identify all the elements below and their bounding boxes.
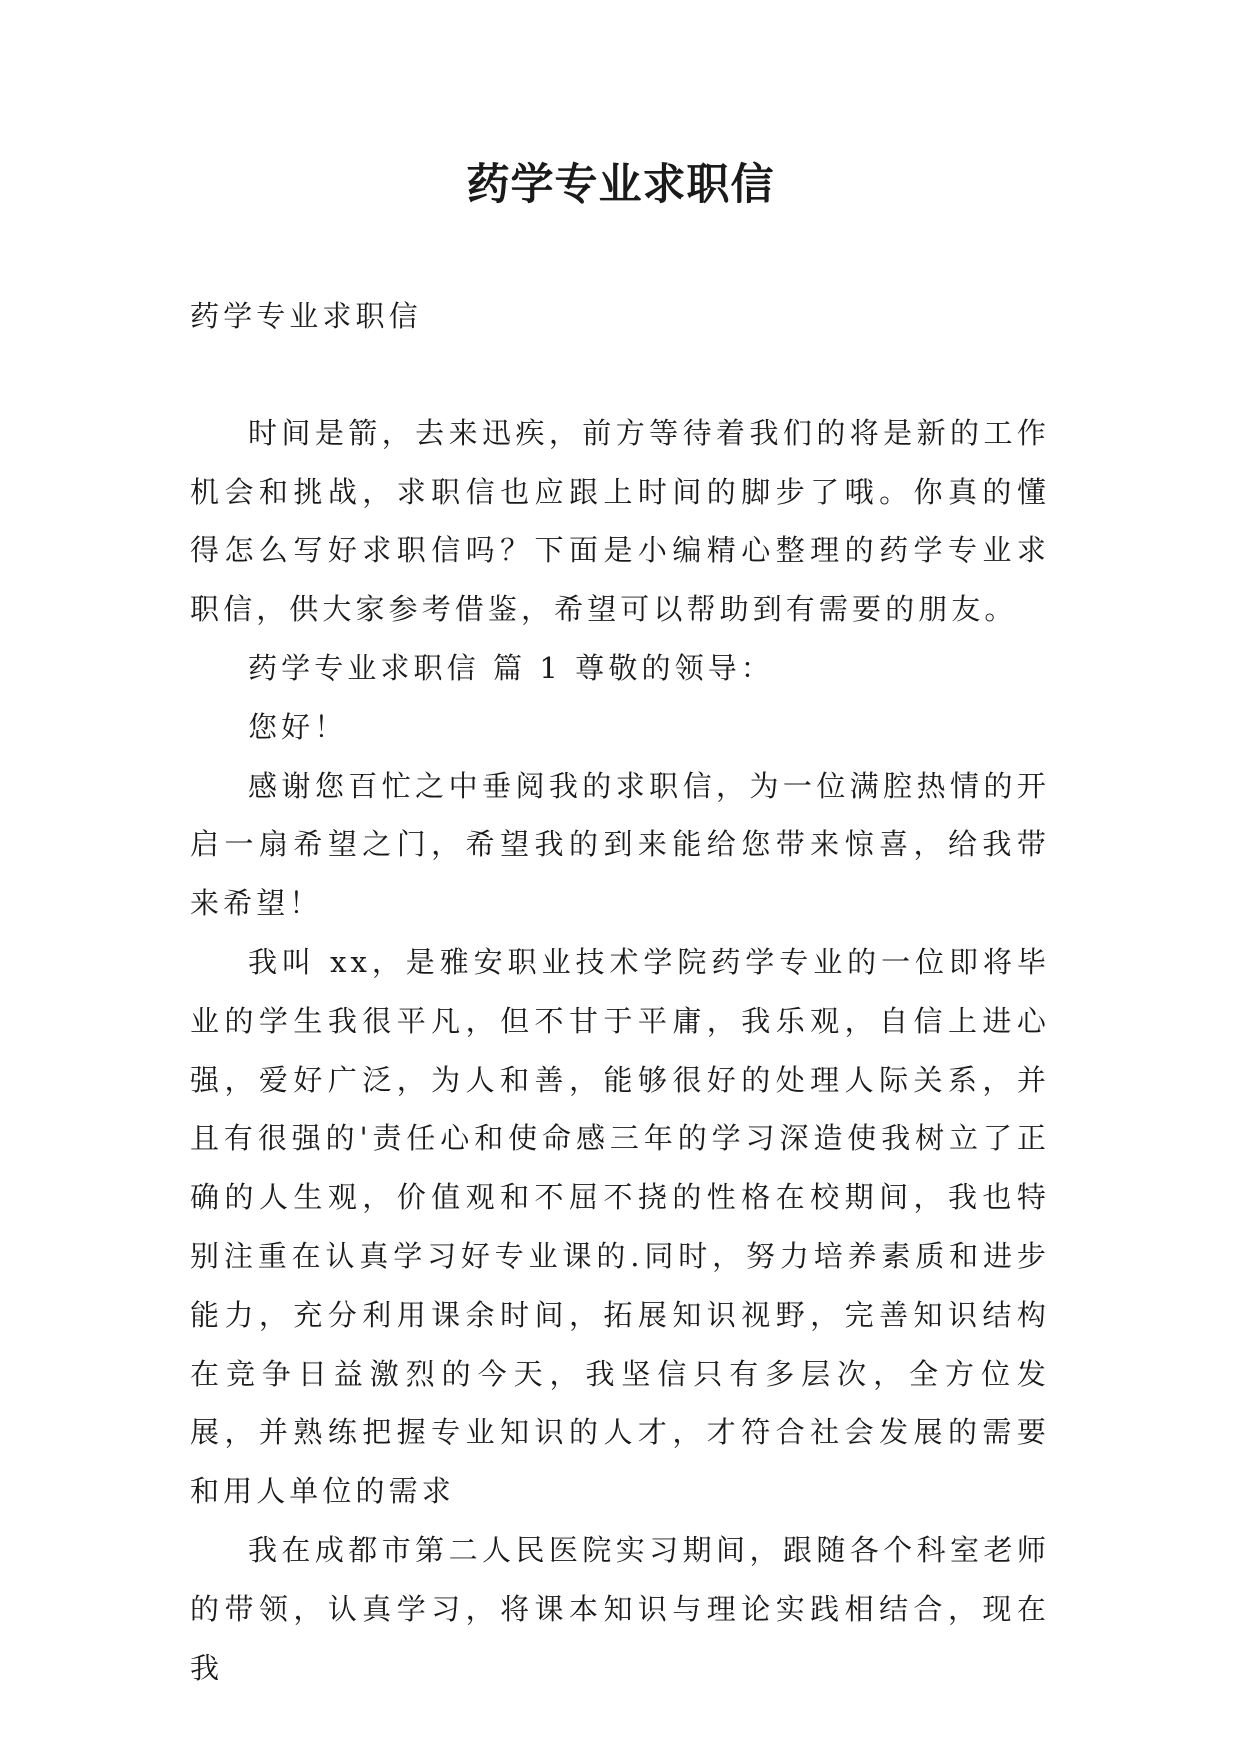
paragraph-salutation: 药学专业求职信 篇 1 尊敬的领导： (248, 650, 774, 685)
paragraph-intro: 时间是箭，去来迅疾，前方等待着我们的将是新的工作机会和挑战，求职信也应跟上时间的脚步了哦。你真的懂得怎么写好求职信吗？下面是小编精心整理的药学专业求职信，供大家参考借鉴，希望可以帮助到有需要的朋友。 (190, 415, 1050, 627)
document-body (190, 287, 1050, 1697)
paragraph-greeting: 您好！ (248, 709, 348, 744)
document-title: 药学专业求职信 (466, 160, 775, 210)
paragraph-thanks: 感谢您百忙之中垂阅我的求职信，为一位满腔热情的开启一扇希望之门，希望我的到来能给您带来惊喜，给我带来希望！ (190, 768, 1050, 921)
paragraph-internship: 我在成都市第二人民医院实习期间，跟随各个科室老师的带领，认真学习，将课本知识与理论实践相结合，现在我 (190, 1532, 1050, 1685)
document-subtitle: 药学专业求职信 (190, 299, 422, 333)
paragraph-self-intro: 我叫 xx，是雅安职业技术学院药学专业的一位即将毕业的学生我很平凡，但不甘于平庸，我乐观，自信上进心强，爱好广泛，为人和善，能够很好的处理人际关系，并且有很强的'责任心和使命感三年的学习深造使我树立了正确的人生观，价值观和不屈不挠的性格在校期间，我也特别注重在认真学习好专业课的.同时，努力培养素质和进步能力，充分利用课余时间，拓展知识视野，完善知识结构在竞争日益激烈的今天，我坚信只有多层次，全方位发展，并熟练把握专业知识的人才，才符合社会发展的需要和用人单位的需求 (190, 944, 1050, 1509)
